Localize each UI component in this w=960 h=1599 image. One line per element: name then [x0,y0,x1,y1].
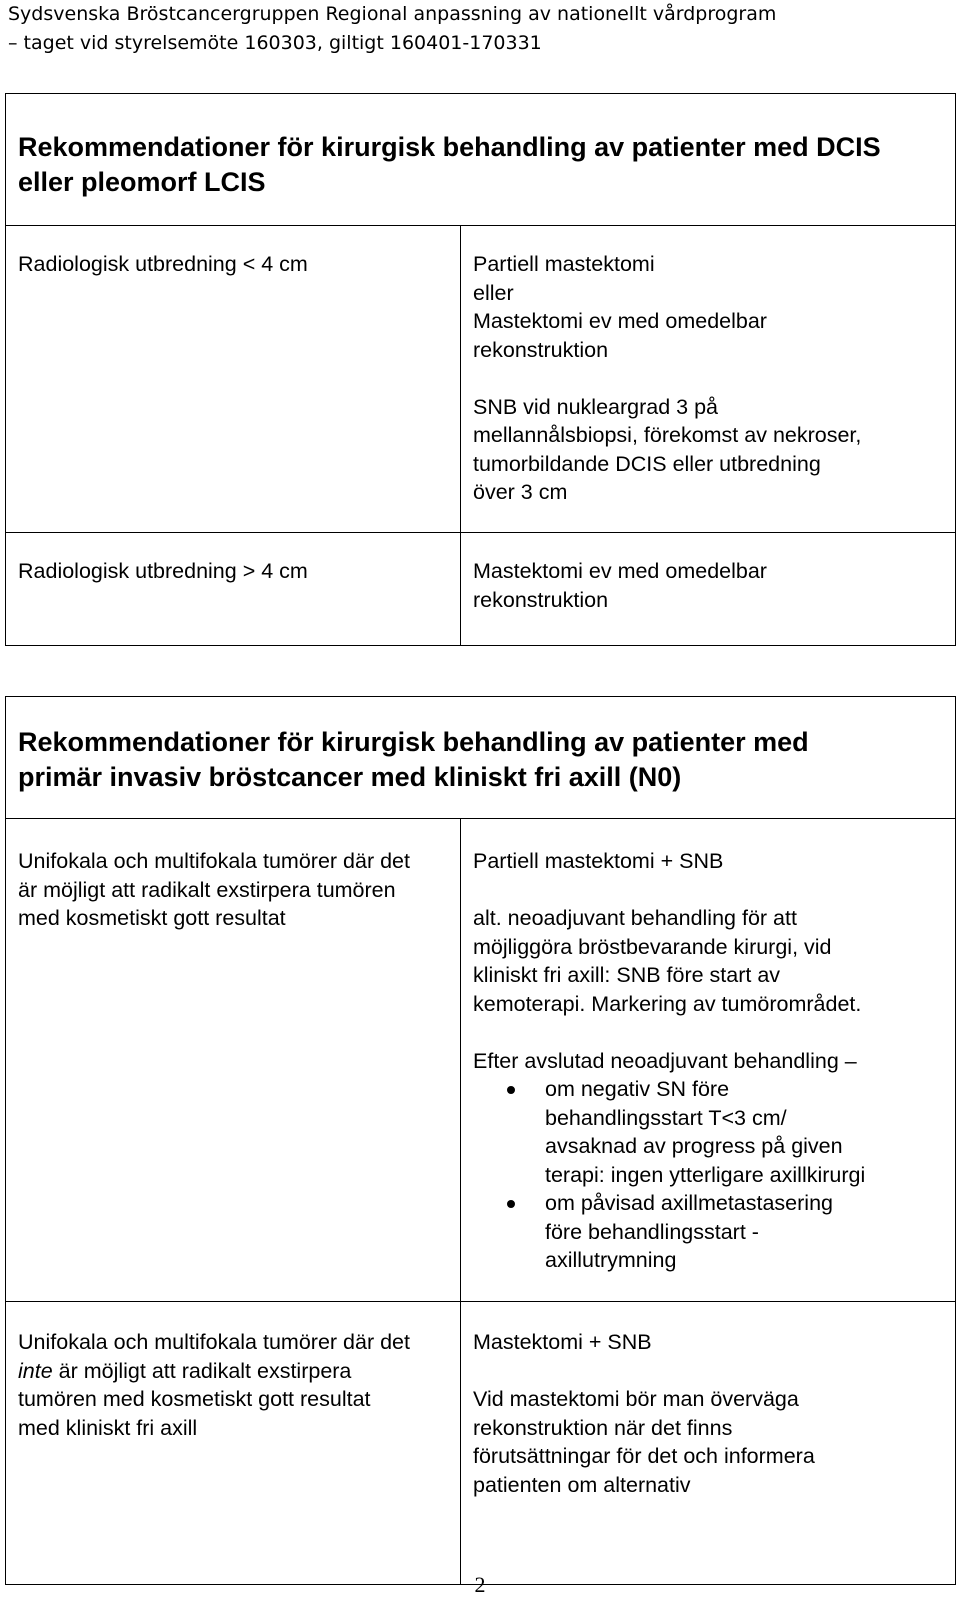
snb-line: tumorbildande DCIS eller utbredning [473,451,821,476]
condition-line: Unifokala och multifokala tumörer där det [18,1330,410,1354]
bullet-line: behandlingsstart T<3 cm/ [545,1105,787,1130]
condition-line: Unifokala och multifokala tumörer där det [18,849,410,873]
bullet-line: före behandlingsstart - [545,1219,759,1244]
alt-line: kemoterapi. Markering av tumörområdet. [473,991,862,1016]
header-line-1: Sydsvenska Bröstcancergruppen Regional anpassning av nationellt vårdprogram [8,3,777,25]
recommendation-line: Partiell mastektomi [473,252,655,276]
condition-text: Radiologisk utbredning < 4 cm [18,252,308,276]
note-line: patienten om alternativ [473,1472,691,1497]
page-number: 2 [474,1572,486,1597]
dcis-table-title [6,94,956,226]
italic-emphasis: inte [18,1358,53,1383]
dcis-recommendation-small [461,226,956,533]
condition-line-rest: är möjligt att radikalt exstirpera [52,1358,352,1383]
bullet-item [473,1075,943,1189]
invasive-table-title [6,697,956,819]
bullet-item [473,1189,943,1275]
bullet-line: terapi: ingen ytterligare axillkirurgi [545,1162,866,1187]
invasive-recommendation-table [5,696,956,1585]
note-line: Vid mastektomi bör man överväga [473,1387,799,1411]
alt-line: alt. neoadjuvant behandling för att [473,906,797,930]
bullet-line: avsaknad av progress på given [545,1134,843,1158]
header-line-2: – taget vid styrelsemöte 160303, giltigt 160401-170331 [8,32,542,54]
recommendation-line: eller [473,280,514,305]
recommendation-line: Mastektomi ev med omedelbar [473,559,767,583]
recommendation-line: rekonstruktion [473,587,609,612]
dcis-condition-large [6,533,461,646]
condition-line: med kosmetiskt gott resultat [18,906,286,930]
recommendation-line: rekonstruktion [473,337,609,362]
document-header [8,0,776,58]
condition-line: med kliniskt fri axill [18,1415,198,1440]
snb-line: mellannålsbiopsi, förekomst av nekroser, [473,423,862,447]
after-bullet-list [473,1075,943,1275]
condition-line: är möjligt att radikalt exstirpera tumören [18,877,396,902]
condition-line [18,1357,448,1386]
invasive-title-line-1: Rekommendationer för kirurgisk behandling av patienter med [18,727,809,757]
bullet-dot-icon [507,1086,515,1094]
recommendation-heading: Mastektomi + SNB [473,1330,652,1354]
alt-line: kliniskt fri axill: SNB före start av [473,963,781,987]
snb-line: SNB vid nukleargrad 3 på [473,394,719,419]
invasive-condition-resectable [6,819,461,1302]
dcis-condition-small [6,226,461,533]
condition-line: tumören med kosmetiskt gott resultat [18,1387,371,1411]
after-heading: Efter avslutad neoadjuvant behandling – [473,1048,857,1073]
recommendation-heading: Partiell mastektomi + SNB [473,849,724,873]
alt-line: möjliggöra bröstbevarande kirurgi, vid [473,934,832,959]
invasive-recommendation-resectable [461,819,956,1302]
invasive-condition-non-resectable [6,1302,461,1585]
recommendation-line: Mastektomi ev med omedelbar [473,309,767,333]
note-line: rekonstruktion när det finns [473,1415,733,1440]
dcis-recommendation-large [461,533,956,646]
bullet-line: om påvisad axillmetastasering [545,1191,833,1215]
dcis-title-line-1: Rekommendationer för kirurgisk behandling av patienter med DCIS [18,132,881,162]
dcis-title-line-2: eller pleomorf LCIS [18,167,266,197]
invasive-title-line-2: primär invasiv bröstcancer med kliniskt fri axill (N0) [18,762,682,792]
bullet-dot-icon [507,1200,515,1208]
bullet-line: om negativ SN före [545,1077,730,1101]
snb-line: över 3 cm [473,480,568,504]
note-line: förutsättningar för det och informera [473,1444,815,1468]
dcis-recommendation-table [5,93,956,646]
invasive-recommendation-non-resectable [461,1302,956,1585]
bullet-line: axillutrymning [545,1248,677,1272]
condition-text: Radiologisk utbredning > 4 cm [18,559,308,583]
